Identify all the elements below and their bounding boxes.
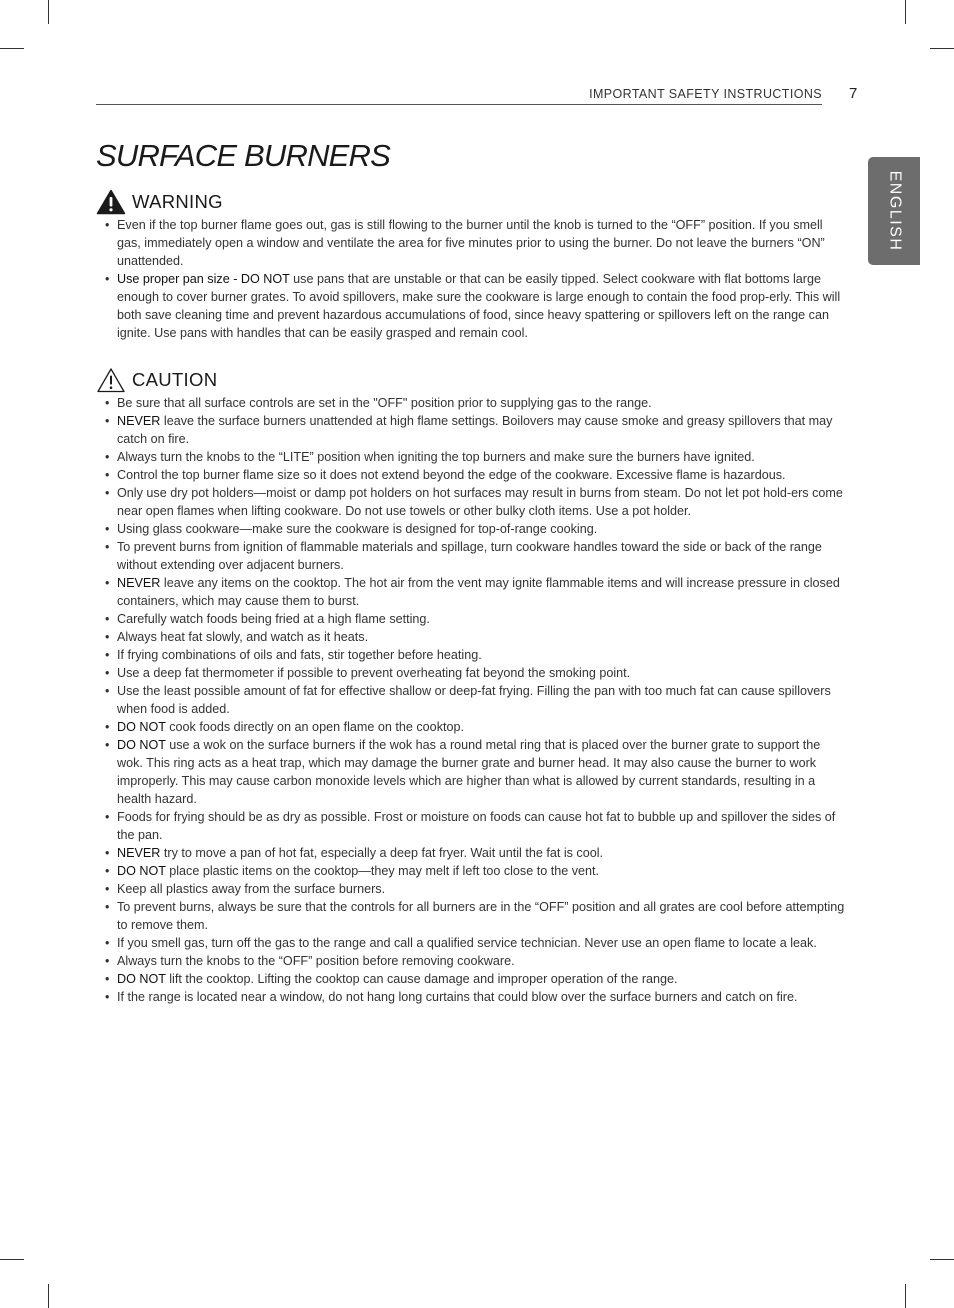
- caution-item-text: place plastic items on the cooktop—they may melt if left too close to the vent.: [165, 864, 600, 878]
- caution-list-item: [96, 718, 848, 736]
- page-number: 7: [849, 85, 858, 102]
- caution-list: [96, 394, 848, 1006]
- language-tab-label: ENGLISH: [886, 170, 903, 252]
- warning-triangle-icon: [96, 189, 126, 215]
- crop-mark: [930, 48, 954, 49]
- caution-item-text: Use a deep fat thermometer if possible to prevent overheating fat beyond the smoking point.: [117, 666, 631, 680]
- caution-list-item: [96, 448, 848, 466]
- caution-item-text: Be sure that all surface controls are set in the "OFF" position prior to supplying gas to the range.: [117, 396, 652, 410]
- caution-list-item: [96, 664, 848, 682]
- caution-list-item: [96, 394, 848, 412]
- caution-list-item: [96, 520, 848, 538]
- caution-item-text: use a wok on the surface burners if the wok has a round metal ring that is placed over the burner grate to support the wok. This ring acts as a heat trap, which may damage the burner grate and burner head. It may also cause the burner to work improperly. This may cause carbon monoxide levels which are higher than what is allowed by current standards, resulting in a health hazard.: [117, 738, 821, 806]
- caution-list-item: [96, 880, 848, 898]
- caution-list-item: [96, 466, 848, 484]
- crop-mark: [905, 1284, 906, 1308]
- warning-list-item: [96, 270, 848, 342]
- caution-list-item: [96, 736, 848, 808]
- caution-list-item: [96, 574, 848, 610]
- caution-item-text: To prevent burns from ignition of flammable materials and spillage, turn cookware handles toward the side or back of the range without extending over adjacent burners.: [117, 540, 822, 572]
- caution-item-text: Always heat fat slowly, and watch as it heats.: [117, 630, 369, 644]
- caution-list-item: [96, 898, 848, 934]
- crop-mark: [48, 0, 49, 24]
- page-title: SURFACE BURNERS: [96, 138, 391, 173]
- caution-item-text: Control the top burner flame size so it does not extend beyond the edge of the cookware. Excessive flame is hazardous.: [117, 468, 786, 482]
- caution-item-text: To prevent burns, always be sure that the controls for all burners are in the “OFF” position and all grates are cool before attempting to remove them.: [117, 900, 845, 932]
- caution-item-lead: DO NOT: [117, 738, 166, 752]
- caution-header: [96, 366, 848, 394]
- caution-item-lead: DO NOT: [117, 864, 166, 878]
- caution-item-text: try to move a pan of hot fat, especially a deep fat fryer. Wait until the fat is cool.: [160, 846, 604, 860]
- crop-mark: [0, 48, 24, 49]
- caution-item-text: Carefully watch foods being fried at a high flame setting.: [117, 612, 430, 626]
- caution-item-lead: DO NOT: [117, 720, 166, 734]
- language-tab: [868, 157, 920, 265]
- warning-list-item: [96, 216, 848, 270]
- caution-list-item: [96, 628, 848, 646]
- caution-list-item: [96, 610, 848, 628]
- caution-list-item: [96, 970, 848, 988]
- caution-list-item: [96, 682, 848, 718]
- caution-item-text: Using glass cookware—make sure the cookware is designed for top-of-range cooking.: [117, 522, 598, 536]
- caution-item-lead: NEVER: [117, 576, 161, 590]
- warning-item-text: Even if the top burner flame goes out, gas is still flowing to the burner until the knob is turned to the “OFF” position. If you smell gas, immediately open a window and ventilate the area for five minutes prior to using the burner. Do not leave the burners “ON” unattended.: [117, 218, 825, 268]
- caution-item-text: Keep all plastics away from the surface burners.: [117, 882, 386, 896]
- caution-item-text: If frying combinations of oils and fats, stir together before heating.: [117, 648, 482, 662]
- running-header: [96, 86, 822, 105]
- header-section-label: IMPORTANT SAFETY INSTRUCTIONS: [589, 87, 822, 101]
- crop-mark: [905, 0, 906, 24]
- caution-item-text: If the range is located near a window, do not hang long curtains that could blow over the surface burners and catch on fire.: [117, 990, 798, 1004]
- caution-item-lead: DO NOT: [117, 972, 166, 986]
- caution-item-text: Always turn the knobs to the “OFF” position before removing cookware.: [117, 954, 515, 968]
- caution-title: CAUTION: [132, 369, 218, 390]
- warning-item-text: use pans that are unstable or that can be easily tipped. Select cookware with flat bottoms large enough to cover burner grates. To avoid spillovers, make sure the cookware is large enough to contain the food prop-erly. This will both save cleaning time and prevent hazardous accumulations of food, since heavy spattering or spillovers left on the range can ignite. Use pans with handles that can be easily grasped and remain cool.: [117, 272, 841, 340]
- caution-item-text: If you smell gas, turn off the gas to the range and call a qualified service technician. Never use an open flame to locate a leak.: [117, 936, 817, 950]
- caution-list-item: [96, 538, 848, 574]
- caution-list-item: [96, 808, 848, 844]
- crop-mark: [48, 1284, 49, 1308]
- caution-item-text: Always turn the knobs to the “LITE” position when igniting the top burners and make sure the burners have ignited.: [117, 450, 755, 464]
- caution-item-text: leave the surface burners unattended at high flame settings. Boilovers may cause smoke and greasy spillovers that may catch on fire.: [117, 414, 833, 446]
- caution-list-item: [96, 412, 848, 448]
- caution-list-item: [96, 988, 848, 1006]
- caution-item-lead: NEVER: [117, 414, 161, 428]
- warning-item-lead: Use proper pan size - DO NOT: [117, 272, 290, 286]
- caution-list-item: [96, 844, 848, 862]
- caution-list-item: [96, 646, 848, 664]
- caution-item-lead: NEVER: [117, 846, 161, 860]
- caution-item-text: cook foods directly on an open flame on the cooktop.: [165, 720, 464, 734]
- warning-section: [96, 188, 848, 342]
- caution-item-text: Foods for frying should be as dry as possible. Frost or moisture on foods can cause hot fat to bubble up and spillover the sides of the pan.: [117, 810, 836, 842]
- crop-mark: [930, 1259, 954, 1260]
- warning-list: [96, 216, 848, 342]
- warning-header: [96, 188, 848, 216]
- caution-triangle-icon: [96, 367, 126, 393]
- crop-mark: [0, 1259, 24, 1260]
- caution-section: [96, 366, 848, 1006]
- caution-item-text: leave any items on the cooktop. The hot air from the vent may ignite flammable items and will increase pressure in closed containers, which may cause them to burst.: [117, 576, 840, 608]
- caution-list-item: [96, 862, 848, 880]
- caution-list-item: [96, 952, 848, 970]
- caution-item-text: Use the least possible amount of fat for effective shallow or deep-fat frying. Filling the pan with too much fat can cause spillovers when food is added.: [117, 684, 831, 716]
- warning-title: WARNING: [132, 191, 223, 212]
- caution-item-text: lift the cooktop. Lifting the cooktop can cause damage and improper operation of the range.: [165, 972, 678, 986]
- caution-list-item: [96, 934, 848, 952]
- caution-item-text: Only use dry pot holders—moist or damp pot holders on hot surfaces may result in burns from steam. Do not let pot hold-ers come near open flames when lifting cookware. Do not use towels or other bulky cloth items. Use a pot holder.: [117, 486, 843, 518]
- caution-list-item: [96, 484, 848, 520]
